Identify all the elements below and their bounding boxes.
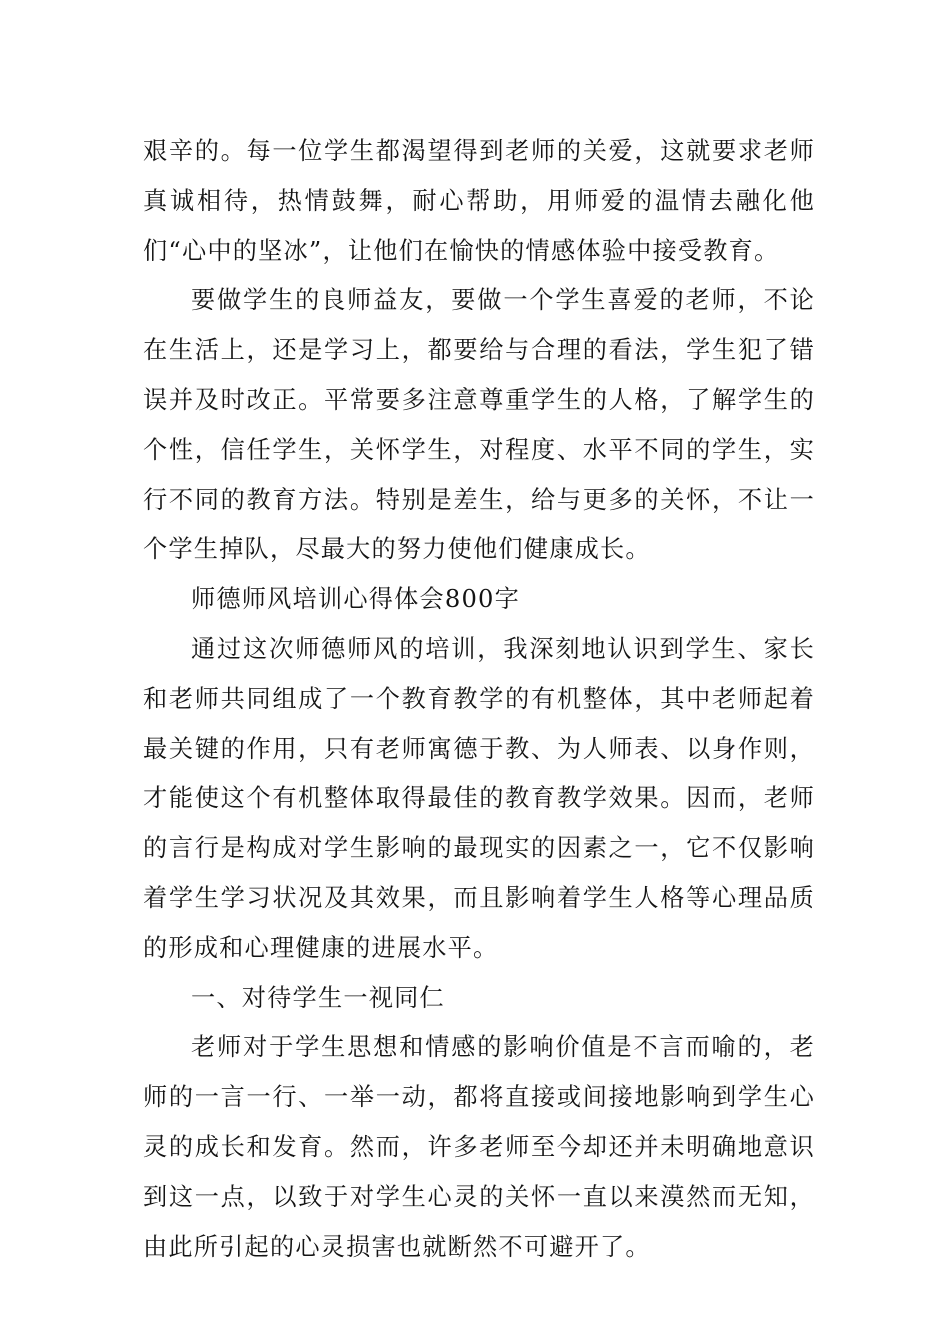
section-title: 师德师风培训心得体会800字 [191, 585, 521, 614]
heading-equal-treatment: 一、对待学生一视同仁 [191, 983, 445, 1012]
paragraph-teacher-influence: 老师对于学生思想和情感的影响价值是不言而喻的，老师的一言一行、一举一动，都将直接或间接地影响到学生心灵的成长和发育。然而，许多老师至今却还并未明确地意识到这一点，以致于对学生心灵的关怀一直以来漠然而无知，由此所引起的心灵损害也就断然不可避开了。 [143, 1033, 815, 1261]
document-page [143, 127, 815, 1272]
paragraph-training-reflection: 通过这次师德师风的培训，我深刻地认识到学生、家长和老师共同组成了一个教育教学的有机整体，其中老师起着最关键的作用，只有老师寓德于教、为人师表、以身作则，才能使这个有机整体取得最佳的教育教学效果。因而，老师的言行是构成对学生影响的最现实的因素之一，它不仅影响着学生学习状况及其效果，而且影响着学生人格等心理品质的形成和心理健康的进展水平。 [143, 634, 815, 962]
paragraph-continuation: 艰辛的。每一位学生都渴望得到老师的关爱，这就要求老师真诚相待，热情鼓舞，耐心帮助，用师爱的温情去融化他们“心中的坚冰”，让他们在愉快的情感体验中接受教育。 [143, 137, 815, 265]
paragraph-mentor-role: 要做学生的良师益友，要做一个学生喜爱的老师，不论在生活上，还是学习上，都要给与合理的看法，学生犯了错误并及时改正。平常要多注意尊重学生的人格，了解学生的个性，信任学生，关怀学生，对程度、水平不同的学生，实行不同的教育方法。特别是差生，给与更多的关怀，不让一个学生掉队，尽最大的努力使他们健康成长。 [143, 286, 815, 564]
